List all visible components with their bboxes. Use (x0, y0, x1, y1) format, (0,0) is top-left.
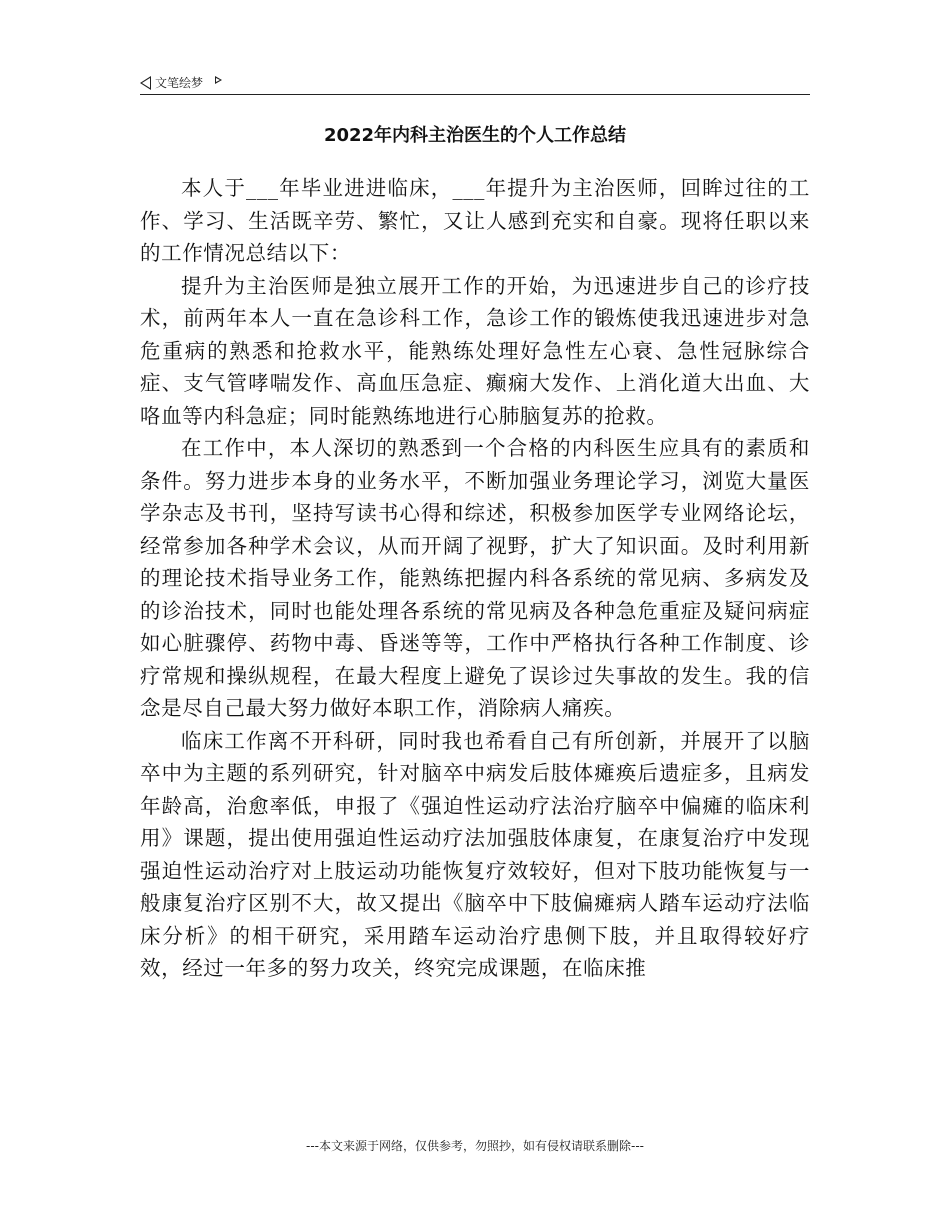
paragraph-3: 在工作中，本人深切的熟悉到一个合格的内科医生应具有的素质和条件。努力进步本身的业务水平，不断加强业务理论学习，浏览大量医学杂志及书刊，坚持写读书心得和综述，积极参加医学专业网络论坛，经常参加各种学术会议，从而开阔了视野，扩大了知识面。及时利用新的理论技术指导业务工作，能熟练把握内科各系统的常见病、多病发及的诊治技术，同时也能处理各系统的常见病及各种急危重症及疑问病症如心脏骤停、药物中毒、昏迷等等，工作中严格执行各种工作制度、诊疗常规和操纵规程，在最大程度上避免了误诊过失事故的发生。我的信念是尽自己最大努力做好本职工作，消除病人痛疾。 (140, 436, 810, 720)
brand (140, 74, 222, 91)
page-header (140, 72, 810, 95)
document-body (140, 172, 810, 985)
paragraph-1: 本人于___年毕业进进临床，___年提升为主治医师，回眸过往的工作、学习、生活既辛劳、繁忙，又让人感到充实和自豪。现将任职以来的工作情况总结以下： (140, 176, 810, 265)
paragraph-4: 临床工作离不开科研，同时我也希看自己有所创新，并展开了以脑卒中为主题的系列研究，针对脑卒中病发后肢体瘫痪后遗症多，且病发年龄高，治愈率低，申报了《强迫性运动疗法治疗脑卒中偏瘫的临床利用》课题，提出使用强迫性运动疗法加强肢体康复，在康复治疗中发现强迫性运动治疗对上肢运动功能恢复疗效较好，但对下肢功能恢复与一般康复治疗区别不大，故又提出《脑卒中下肢偏瘫病人踏车运动疗法临床分析》的相干研究，采用踏车运动治疗患侧下肢，并且取得较好疗效，经过一年多的努力攻关，终究完成课题，在临床推 (140, 728, 810, 980)
paragraph-2: 提升为主治医师是独立展开工作的开始，为迅速进步自己的诊疗技术，前两年本人一直在急诊科工作，急诊工作的锻炼使我迅速进步对急危重病的熟悉和抢救水平，能熟练处理好急性左心衰、急性冠脉综合症、支气管哮喘发作、高血压急症、癫痫大发作、上消化道大出血、大咯血等内科急症；同时能熟练地进行心肺脑复苏的抢救。 (140, 273, 810, 428)
page-footer: ---本文来源于网络，仅供参考，勿照抄，如有侵权请联系删除--- (306, 1139, 644, 1153)
brand-label: 文笔绘梦 (155, 76, 204, 90)
document-title: 2022年内科主治医生的个人工作总结 (323, 125, 627, 146)
triangle-right-icon (215, 76, 222, 84)
triangle-left-icon (140, 76, 151, 90)
